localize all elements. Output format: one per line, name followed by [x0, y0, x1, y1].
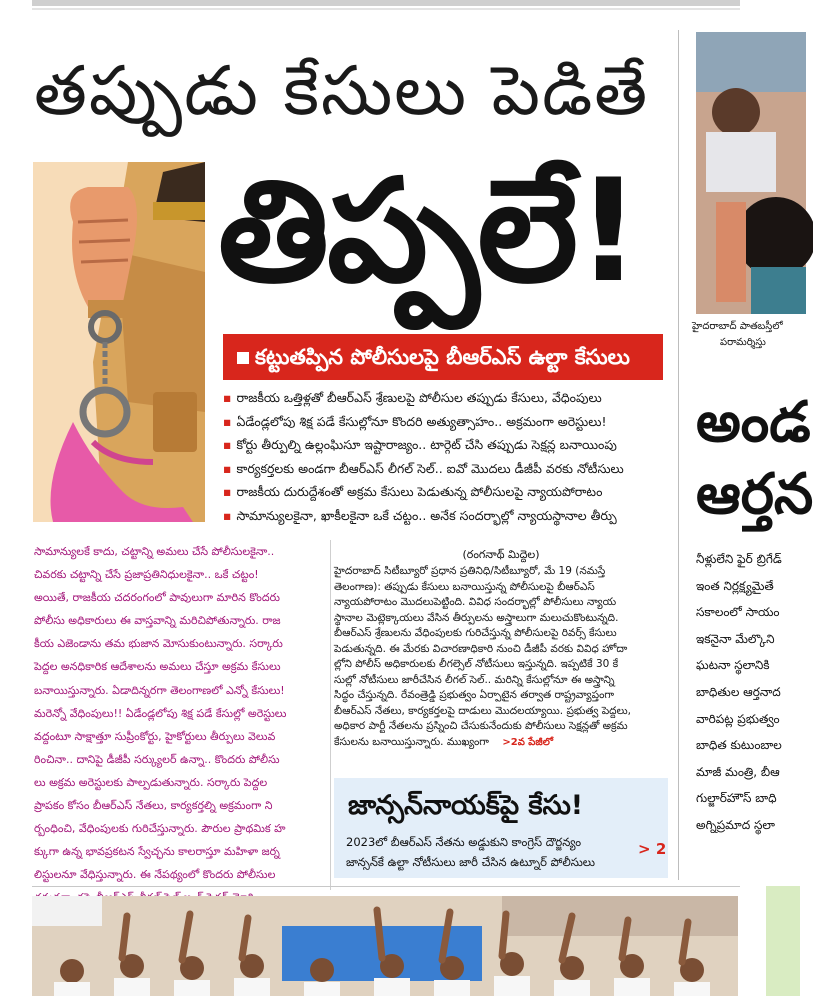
bullet-item: ▪ కోర్టు తీర్పుల్ని ఉల్లంఘిసూ ఇష్టారాజ్యం.. టార్గెట్ చేసి తప్పుడు సెక్షన్ల బనాయింపు [223, 433, 663, 457]
right-line: బాధితుల ఆర్తనాద [696, 684, 781, 699]
intro-column [34, 540, 324, 933]
story-headline: తిప్పలే! [218, 149, 639, 314]
body-line: ల్లోని పోలీస్ అధికారులకు లీగల్సెల్ నోటీసులు ఇస్తున్నది. ఇప్పటికే 30 కే [334, 658, 619, 670]
intro-line: అయితే, రాజకీయ చదరంగంలో పావులుగా మారిన కొందరు [34, 591, 280, 605]
body-line: సుల్లో నోటీసులు జారీచేసిన లీగల్ సెల్.. మరిన్ని కేసుల్లోనూ ఈ అస్త్రాన్ని [334, 673, 615, 686]
intro-line: లు అక్రమ అరెస్టులకు పాల్పడుతున్నారు. సర్కారు పెద్దల [34, 775, 268, 789]
bullet-item: ▪ రాజకీయ ఒత్తిళ్లతో బీఆర్ఎస్ శ్రేణులపై పోలీసుల తప్పుడు కేసులు, వేధింపులు [223, 386, 663, 410]
intro-line: మరెన్నో వేధింపులు!! ఏడేండ్లలోపు శిక్ష పడే కేసుల్లో అరెస్టులు [34, 706, 287, 720]
body-line: బీఆర్ఎస్ నేతలు, కార్యకర్తలపై దాడులు మొదలయ్యాయి. ప్రభుత్వ పెద్దలు, [334, 704, 631, 717]
police-handcuff-illustration [33, 162, 205, 522]
body-line: సిద్ధం చేస్తున్నది. రేవంత్రెడ్డి ప్రభుత్వం ఏర్పాటైన తర్వాత రాష్ట్రవ్యాప్తంగా [334, 689, 615, 701]
right-story [690, 26, 813, 886]
right-line: మాజీ మంత్రి, బీఆ [696, 764, 780, 779]
sidebar-text-line: 2023లో బీఆర్ఎస్ నేతను అడ్డుకుని కాంగ్రెస్ దౌర్జన్యం [346, 835, 582, 849]
sidebar-text-line: జాన్సన్‌కే ఉల్టా నోటీసులు జారీ చేసిన ఉట్నూర్ పోలీసులు [346, 855, 595, 869]
body-line: స్థానాల మెట్లెక్కాయలు వేసిన తీర్పులను అస్త్రాలుగా మలుచుకొంటున్నది. [334, 611, 619, 624]
main-story [28, 14, 668, 884]
right-line: అగ్నిప్రమాద స్థలా [696, 817, 775, 832]
bullet-item: ▪ ఏడేండ్లలోపు శిక్ష పడే కేసుల్లోనూ కొందరి అత్యుత్సాహం.. అక్రమంగా అరెస్టులు! [223, 410, 663, 434]
police-illustration-icon [33, 162, 205, 522]
top-rule-thin [32, 8, 740, 10]
right-story-photo [696, 32, 806, 314]
sidebar-page-ref[interactable] [638, 840, 666, 858]
photo-caption: హైదరాబాద్ పాతబస్తీలో [692, 321, 783, 332]
byline: (రంగనాథ్ మిద్దెల) [462, 548, 540, 561]
body-line-last [334, 735, 668, 751]
story-body [334, 548, 668, 750]
body-line: అధికార పార్టీ నేతలను ప్రస్నించి చేసుకునేందుకు పోలీసులు సెక్షన్లతో అక్రమ [334, 720, 628, 732]
intro-line: లిస్టులనూ వేధిస్తున్నారు. ఈ నేపథ్యంలో కొందరు పోలీసుల [34, 868, 276, 882]
right-story-lines [696, 546, 806, 839]
body-line: హైదరాబాద్ సిటీబ్యూరో ప్రధాన ప్రతినిధి/సిటీబ్యూరో, మే 19 (నమస్తే [334, 565, 606, 577]
body-line: తెలంగాణ): తప్పుడు కేసులు బనాయిస్తున్న పోలీసులపై బీఆర్ఎస్ [334, 580, 595, 593]
photo-caption-2: పరామర్శిస్తు [720, 337, 766, 348]
continued-link[interactable]: 2వ పేజీలో [510, 736, 553, 748]
intro-line: కీయ ఎజెండాను తమ భుజాన మోసుకుంటున్నారు. సర్కారు [34, 637, 283, 651]
body-line: న్యాయపోరాటం మొదలుపెట్టింది. వివిధ సందర్భాల్లో పోలీసులు న్యాయ [334, 596, 617, 608]
bullet-item: ▪ రాజకీయ దురుద్దేశంతో అక్రమ కేసులు పెడుతున్న పోలీసులపై న్యాయపోరాటం [223, 480, 663, 504]
intro-line: చివరకు చట్టాన్ని చేసే ప్రజాప్రతినిధులకైనా.. ఒకే చట్టం! [34, 568, 259, 582]
page-ref-number: 2 [655, 840, 667, 858]
right-line: ఇంత నిర్లక్ష్యమైతే [696, 578, 774, 593]
subheadline-text: కట్టుతప్పిన పోలీసులపై బీఆర్ఎస్ ఉల్టా కేసులు [255, 345, 630, 369]
right-headline-1: అండ [696, 390, 811, 455]
bottom-rule [32, 886, 740, 887]
column-divider [330, 540, 331, 890]
page-column-rule [678, 30, 679, 880]
story-kicker: తప్పుడు కేసులు పెడితే [34, 52, 650, 131]
highlight-bullets [223, 386, 663, 528]
intro-line: వద్దంటూ సాక్షాత్తూ సుప్రీంకోర్టు, హైకోర్టులు తీర్పులు వెలువ [34, 729, 276, 743]
right-headline-2: ఆర్తన [696, 462, 813, 527]
right-line: ఘటనా స్థలానికి [696, 658, 770, 673]
page-ref-arrow-icon: > [638, 840, 651, 858]
sidebar-story-text [346, 832, 646, 872]
bullet-item: ▪ కార్యకర్తలకు అండగా బీఆర్ఎస్ లీగల్ సెల్.. ఐవో మొదలు డీజీపీ వరకు నోటీసులు [223, 457, 663, 481]
right-line: బాధిత కుటుంబాల [696, 738, 782, 753]
right-line: వారిపట్ల ప్రభుత్వం [696, 711, 780, 726]
intro-line: పోలీసు అధికారులు ఈ వాస్తవాన్ని మరిచిపోతున్నారు. రాజ [34, 614, 281, 628]
intro-line: సామాన్యులకే కాదు, చట్టాన్ని అమలు చేసే పోలీసులకైనా.. [34, 545, 275, 558]
bullet-item: ▪ సామాన్యులకైనా, ఖాకీలకైనా ఒకే చట్టం.. అనేక సందర్భాల్లో న్యాయస్థానాల తీర్పు [223, 504, 663, 528]
group-photo-icon [32, 896, 738, 996]
right-line: ఇకనైనా మేల్కొని [696, 631, 775, 646]
bullet-square-icon [237, 352, 249, 364]
sidebar-story-box [334, 778, 668, 878]
intro-line: ప్రాపకం కోసం బీఆర్ఎస్ నేతలు, కార్యకర్తల్ని అక్రమంగా ని [34, 799, 273, 813]
subheadline-bar [223, 334, 663, 380]
body-line: పెడుతున్నది. ఈ మేరకు విచారణాధికారి నుంచి డీజీపీ వరకు వివిధ హోదా [334, 642, 628, 655]
intro-line: క్కుగా ఉన్న భావప్రకటన స్వేచ్ఛను కాలరాస్తూ మహిళా జర్న [34, 845, 280, 859]
body-last-text: కేసులను బనాయిస్తున్నారు. ముఖ్యంగా [334, 735, 489, 748]
sidebar-story-headline: జాన్సన్‌నాయక్‌పై కేసు! [348, 790, 584, 821]
continued-arrow-icon: > [502, 736, 511, 748]
top-rule [32, 0, 740, 6]
ad-strip [766, 886, 800, 996]
intro-line: పెద్దల అనధికారిక ఆదేశాలను అమలు చేస్తూ అక్రమ కేసులు [34, 660, 281, 674]
intro-line: రించినా.. దానిపై డీజీపీ సర్క్యులర్ ఉన్నా.. కొందరు పోలీసు [34, 752, 280, 766]
intro-line: ర్బంధించి, వేధింపులకు గురిచేస్తున్నారు. పౌరుల ప్రాథమిక హ [34, 822, 286, 836]
right-line: సకాలంలో సాయం [696, 605, 780, 620]
right-line: నీళ్లులేని ఫైర్ బ్రిగేడ్ [696, 552, 782, 566]
bottom-group-photo [32, 896, 738, 996]
crowd-photo-icon [696, 32, 806, 314]
body-line: బీఆర్ఎస్ శ్రేణులను వేధింపులకు గురిచేస్తున్న పోలీసులపై రివర్స్ కేసులు [334, 627, 617, 639]
intro-line: బనాయిస్తున్నారు. ఏడాదిన్నరగా తెలంగాణలో ఎన్నో కేసులు! [34, 683, 285, 697]
right-line: గుల్జార్‌హౌస్ బాధి [696, 791, 777, 806]
